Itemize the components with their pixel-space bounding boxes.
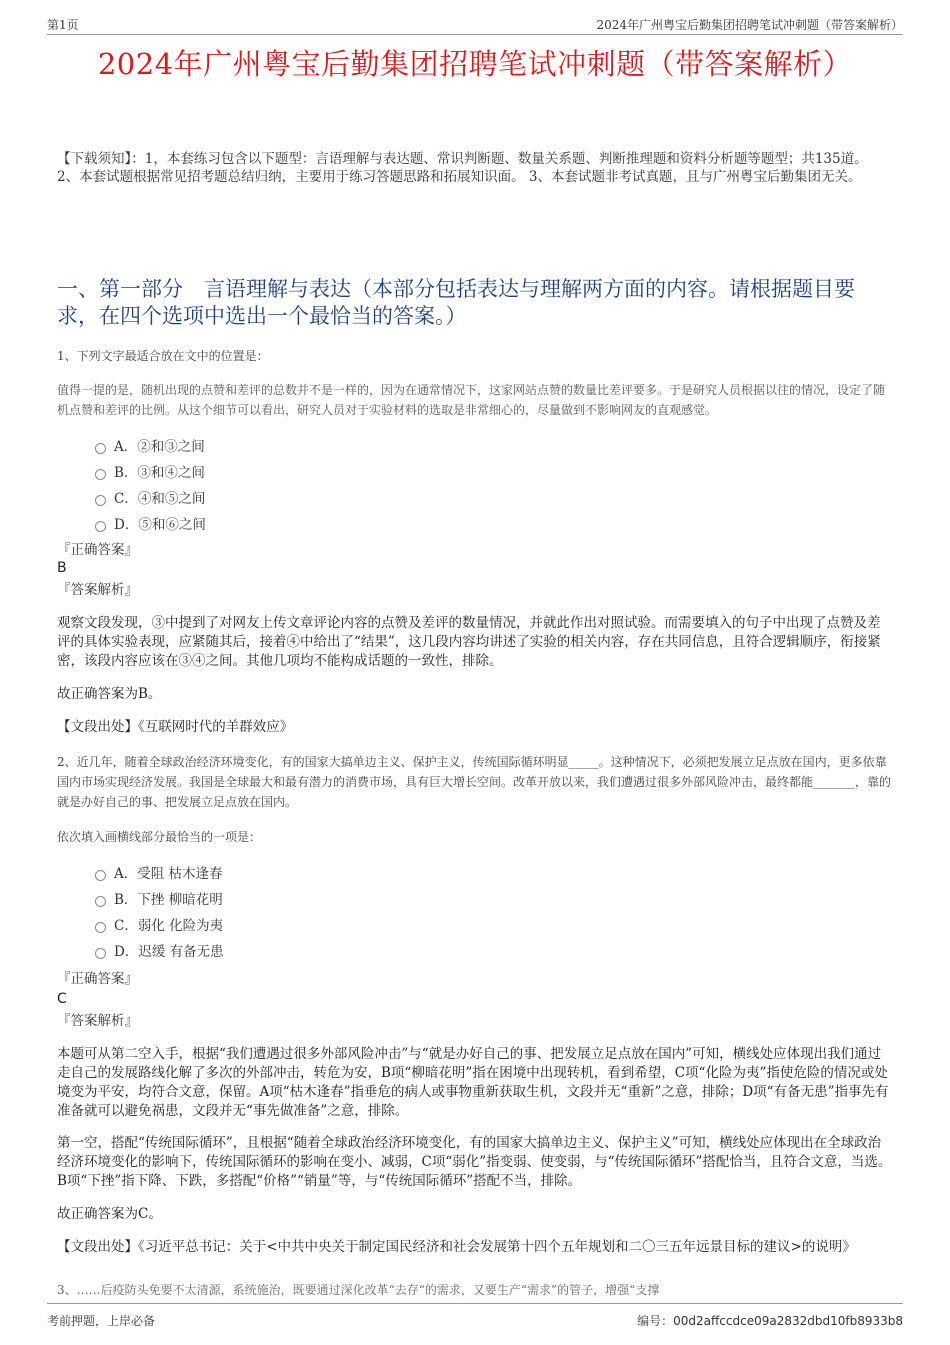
q2-answer: C — [57, 991, 67, 1007]
q1-source: 【文段出处】《互联网时代的羊群效应》 — [57, 719, 294, 735]
radio-icon[interactable] — [95, 443, 106, 454]
q1-answer: B — [57, 560, 67, 576]
section-heading: 一、第一部分 言语理解与表达（本部分包括表达与理解两方面的内容。请根据题目要求，在四个选项中选出一个最恰当的答案。） — [57, 277, 855, 328]
page-footer — [47, 1303, 903, 1328]
q2-conclusion: 故正确答案为C。 — [57, 1206, 162, 1222]
q1-option-c[interactable]: C．④和⑤之间 — [95, 484, 206, 510]
q2-stem: 2、近几年，随着全球政治经济环境变化，有的国家大搞单边主义、保护主义，传统国际循环明显_____。这种情况下，必须把发展立足点放在国内，更多依靠国内市场实现经济发展。我国是全球最大和最有潜力的消费市场，具有巨大增长空间。改革开放以来，我们遭遇过很多外部风险冲击，最终都能_______，靠的就是办好自己的事、把发展立足点放在国内。 — [57, 755, 892, 809]
footer-code: 编号：00d2affccdce09a2832dbd10fb8933b8 — [637, 1314, 903, 1328]
radio-icon[interactable] — [95, 521, 106, 532]
radio-icon[interactable] — [95, 922, 106, 933]
document-title: 2024年广州粤宝后勤集团招聘笔试冲刺题（带答案解析） — [97, 47, 853, 81]
q2-options — [95, 859, 224, 963]
radio-icon[interactable] — [95, 469, 106, 480]
footer-slogan: 考前押题，上岸必备 — [47, 1314, 156, 1328]
q2-option-b[interactable]: B．下挫 柳暗花明 — [95, 885, 224, 911]
page-header — [47, 14, 903, 35]
header-doc-title: 2024年广州粤宝后勤集团招聘笔试冲刺题（带答案解析） — [596, 18, 903, 32]
q1-conclusion: 故正确答案为B。 — [57, 686, 162, 702]
page-number: 第1页 — [47, 18, 79, 32]
q1-option-b[interactable]: B．③和④之间 — [95, 458, 206, 484]
radio-icon[interactable] — [95, 948, 106, 959]
q3-partial-stem: 3、……后疫防头免要不太清源，系统施治，既要通过深化改革“去存“的需求，又要生产“需求”的管子，增强“支撑 — [57, 1283, 660, 1297]
q1-option-d[interactable]: D．⑤和⑥之间 — [95, 510, 206, 536]
q2-option-c[interactable]: C．弱化 化险为夷 — [95, 911, 224, 937]
q2-analysis-paragraph-2: 第一空，搭配“传统国际循环”，且根据“随着全球政治经济环境变化，有的国家大搞单边主义、保护主义”可知，横线处应体现出在全球政治经济环境变化的影响下，传统国际循环的影响在变小、减弱，C项“弱化”指变弱、使变弱，与“传统国际循环”搭配恰当，且符合文意，当选。B项“下挫”指下降、下跌，多搭配“价格”“销量”等，与“传统国际循环”搭配不当，排除。 — [57, 1135, 892, 1189]
q2-option-a[interactable]: A．受阻 枯木逢春 — [95, 859, 224, 885]
q1-options — [95, 432, 206, 536]
radio-icon[interactable] — [95, 896, 106, 907]
q2-analysis-label: 『答案解析』 — [57, 1013, 138, 1029]
document-id: 00d2affccdce09a2832dbd10fb8933b8 — [673, 1314, 903, 1328]
q2-instruction: 依次填入画横线部分最恰当的一项是： — [57, 830, 262, 844]
q1-stem: 1、下列文字最适合放在文中的位置是： — [57, 349, 269, 363]
q2-answer-label: 『正确答案』 — [57, 971, 138, 987]
radio-icon[interactable] — [95, 870, 106, 881]
radio-icon[interactable] — [95, 495, 106, 506]
q2-analysis-paragraph-1: 本题可从第二空入手，根据“我们遭遇过很多外部风险冲击”与“就是办好自己的事、把发展立足点放在国内”可知，横线处应体现出我们通过走自己的发展路线化解了多次的外部冲击，转危为安，B项“柳暗花明”指在困境中出现转机，看到希望，C项“化险为夷”指使危险的情况或处境变为平安，均符合文意，保留。A项“枯木逢春”指垂危的病人或事物重新获取生机，文段并无“重新”之意，排除；D项“有备无患”指事先有准备就可以避免祸患，文段并无“事先做准备”之意，排除。 — [57, 1046, 889, 1119]
q1-analysis-label: 『答案解析』 — [57, 582, 138, 598]
q1-passage: 值得一提的是，随机出现的点赞和差评的总数并不是一样的，因为在通常情况下，这家网站点赞的数量比差评要多。于是研究人员根据以往的情况，设定了随机点赞和差评的比例。从这个细节可以看出，研究人员对于实验材料的选取是非常细心的，尽量做到不影响网友的直观感觉。 — [57, 383, 886, 417]
q1-option-a[interactable]: A．②和③之间 — [95, 432, 206, 458]
q1-analysis: 观察文段发现，③中提到了对网友上传文章评论内容的点赞及差评的数量情况，并就此作出对照试验。而需要填入的句子中出现了点赞及差评的具体实验表现，应紧随其后，接着④中给出了“结果”，这几段内容均讲述了实验的相关内容，存在共同信息，且符合逻辑顺序，衔接紧密，该段内容应该在③④之间。其他几项均不能构成话题的一致性，排除。 — [57, 615, 881, 669]
download-notice: 【下载须知】：1，本套练习包含以下题型：言语理解与表达题、常识判断题、数量关系题、判断推理题和资料分析题等题型；共135道。 2、本套试题根据常见招考题总结归纳，主要用于练习答题思路和拓展知识面。 3、本套试题非考试真题，且与广州粤宝后勤集团无关。 — [57, 151, 868, 185]
q2-source: 【文段出处】《习近平总书记：关于<中共中央关于制定国民经济和社会发展第十四个五年规划和二〇三五年远景目标的建议>的说明》 — [57, 1239, 856, 1255]
q2-option-d[interactable]: D．迟缓 有备无患 — [95, 937, 224, 963]
q1-answer-label: 『正确答案』 — [57, 542, 138, 558]
